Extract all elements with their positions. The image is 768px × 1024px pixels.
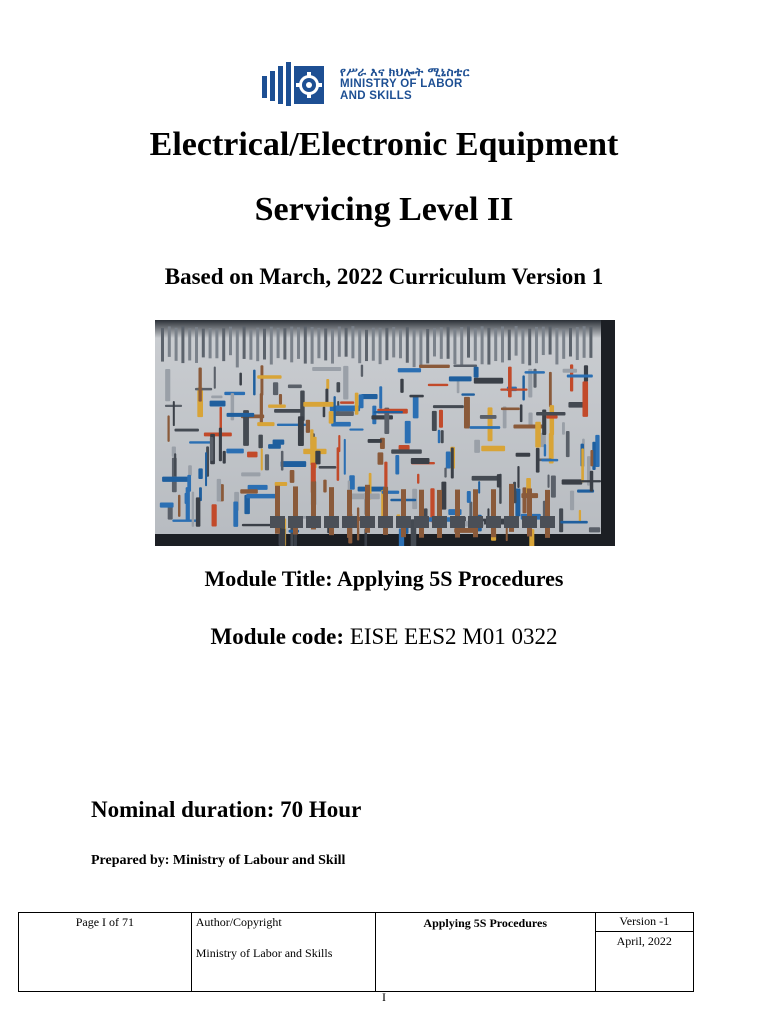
prepared-by: Prepared by: Ministry of Labour and Skill [91,853,346,868]
module-code-value: EISE EES2 M01 0322 [349,624,558,649]
nominal-duration: Nominal duration: 70 Hour [91,797,362,822]
footer-module-name: Applying 5S Procedures [423,916,547,930]
footer-version: Version -1 [596,913,693,932]
ministry-logo [258,52,508,116]
curriculum-subtitle: Based on March, 2022 Curriculum Version 1 [164,264,604,289]
document-title-line-1: Electrical/Electronic Equipment [149,126,619,163]
footer-page-cell [19,913,192,992]
footer-author-cell [191,913,375,992]
module-code [0,624,768,650]
footer-date: April, 2022 [616,934,672,948]
footer-author-name: Ministry of Labor and Skills [195,946,333,960]
page-number: I [382,990,386,1004]
module-code-label: Module code: [210,624,345,649]
logo-line-1: MINISTRY OF LABOR [340,78,463,90]
tools-wall-photo [155,320,615,546]
footer-module-cell [375,913,595,992]
footer-table [18,912,694,992]
document-title-line-2: Servicing Level II [254,191,514,228]
footer-author-label: Author/Copyright [195,915,282,929]
logo-line-2: AND SKILLS [340,90,412,102]
footer-page-text: Page I of 71 [75,915,135,929]
ministry-gear-logo-icon [262,62,332,106]
logo-wordmark [340,66,470,102]
footer-version-cell [595,913,693,992]
module-title: Module Title: Applying 5S Procedures [204,566,564,591]
logo-amharic-text: የሥራ እና ክህሎት ሚኒስቴር [340,65,470,79]
